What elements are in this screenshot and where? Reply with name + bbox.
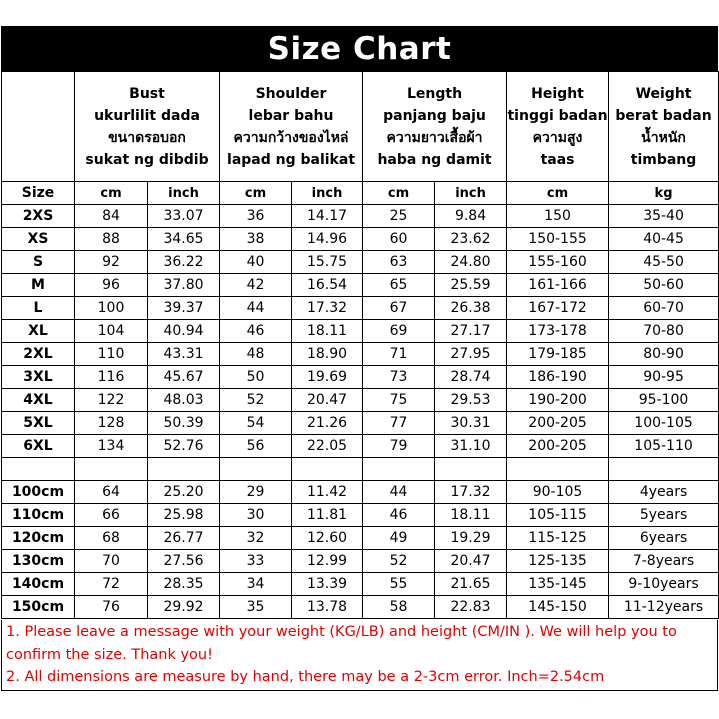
table-row [2, 251, 719, 274]
table-cell: 6years [609, 527, 719, 550]
table-cell: 52 [220, 389, 292, 412]
table-cell: 186-190 [507, 366, 609, 389]
size-label-cell: M [2, 274, 75, 297]
adult-sizes [2, 205, 719, 458]
table-cell: 19.29 [435, 527, 507, 550]
table-cell: 54 [220, 412, 292, 435]
unit-cell: cm [363, 182, 435, 205]
table-cell: 12.60 [292, 527, 363, 550]
table-cell: 75 [363, 389, 435, 412]
table-cell: 56 [220, 435, 292, 458]
table-row [2, 550, 719, 573]
table-cell: 49 [363, 527, 435, 550]
table-cell: 12.99 [292, 550, 363, 573]
table-cell: 33 [220, 550, 292, 573]
table-cell: 44 [363, 481, 435, 504]
table-cell: 105-115 [507, 504, 609, 527]
table-cell: 110 [75, 343, 148, 366]
size-label-cell: 120cm [2, 527, 75, 550]
table-cell: 21.26 [292, 412, 363, 435]
table-cell: 45-50 [609, 251, 719, 274]
size-label-cell: 4XL [2, 389, 75, 412]
size-label-cell: XL [2, 320, 75, 343]
table-cell: 46 [363, 504, 435, 527]
table-cell: 18.11 [435, 504, 507, 527]
table-cell: 63 [363, 251, 435, 274]
kids-sizes [2, 481, 719, 619]
table-row [2, 412, 719, 435]
table-cell: 73 [363, 366, 435, 389]
table-cell: 19.69 [292, 366, 363, 389]
height-label-tl: taas [540, 151, 575, 168]
shoulder-header [220, 72, 363, 182]
spacer-row [2, 458, 719, 481]
table-row [2, 320, 719, 343]
bust-label-en: Bust [129, 85, 165, 102]
size-label-cell: L [2, 297, 75, 320]
table-cell: 11.42 [292, 481, 363, 504]
size-label-cell: 6XL [2, 435, 75, 458]
bust-label-th: ขนาดรอบอก [108, 129, 186, 146]
empty-cell [363, 458, 435, 481]
table-row [2, 504, 719, 527]
notes [1, 620, 718, 691]
table-cell: 68 [75, 527, 148, 550]
table-cell: 100 [75, 297, 148, 320]
length-label-th: ความยาวเสื้อผ้า [386, 129, 483, 146]
weight-label-ms: berat badan [615, 107, 712, 124]
table-cell: 60-70 [609, 297, 719, 320]
note-line: 2. All dimensions are measure by hand, there may be a 2-3cm error. Inch=2.54cm [6, 669, 605, 685]
unit-cell: cm [220, 182, 292, 205]
shoulder-label-th: ความกว้างของไหล่ [233, 129, 349, 146]
height-label-th: ความสูง [532, 129, 583, 146]
table-cell: 90-95 [609, 366, 719, 389]
table-cell: 150 [507, 205, 609, 228]
table-cell: 43.31 [148, 343, 220, 366]
height-header [507, 72, 609, 182]
table-cell: 20.47 [435, 550, 507, 573]
size-label-cell: 140cm [2, 573, 75, 596]
table-cell: 105-110 [609, 435, 719, 458]
table-cell: 29 [220, 481, 292, 504]
table-cell: 31.10 [435, 435, 507, 458]
length-header [363, 72, 507, 182]
table-cell: 18.90 [292, 343, 363, 366]
length-label-ms: panjang baju [383, 107, 486, 124]
table-cell: 115-125 [507, 527, 609, 550]
table-cell: 23.62 [435, 228, 507, 251]
weight-label-th: น้ำหนัก [641, 129, 686, 146]
table-row [2, 274, 719, 297]
empty-cell [292, 458, 363, 481]
table-cell: 70-80 [609, 320, 719, 343]
table-cell: 72 [75, 573, 148, 596]
shoulder-label-tl: lapad ng balikat [227, 151, 356, 168]
table-cell: 48.03 [148, 389, 220, 412]
table-cell: 90-105 [507, 481, 609, 504]
table-cell: 150-155 [507, 228, 609, 251]
table-cell: 167-172 [507, 297, 609, 320]
table-cell: 52.76 [148, 435, 220, 458]
table-cell: 104 [75, 320, 148, 343]
table-cell: 38 [220, 228, 292, 251]
length-label-tl: haba ng damit [377, 151, 492, 168]
chart-title: Size Chart [1, 26, 718, 71]
table-cell: 18.11 [292, 320, 363, 343]
table-cell: 29.92 [148, 596, 220, 619]
table-cell: 155-160 [507, 251, 609, 274]
table-cell: 125-135 [507, 550, 609, 573]
table-cell: 92 [75, 251, 148, 274]
table-cell: 77 [363, 412, 435, 435]
table-cell: 50 [220, 366, 292, 389]
table-cell: 37.80 [148, 274, 220, 297]
table-cell: 58 [363, 596, 435, 619]
empty-cell [148, 458, 220, 481]
size-label-cell: 5XL [2, 412, 75, 435]
shoulder-label-en: Shoulder [255, 85, 327, 102]
table-cell: 45.67 [148, 366, 220, 389]
table-cell: 5years [609, 504, 719, 527]
table-row [2, 481, 719, 504]
table-cell: 95-100 [609, 389, 719, 412]
blank-header-cell [2, 72, 75, 182]
table-cell: 60 [363, 228, 435, 251]
table-cell: 71 [363, 343, 435, 366]
table-cell: 36.22 [148, 251, 220, 274]
table-cell: 34.65 [148, 228, 220, 251]
table-cell: 25.98 [148, 504, 220, 527]
table-cell: 40-45 [609, 228, 719, 251]
table-row [2, 596, 719, 619]
table-cell: 35 [220, 596, 292, 619]
unit-cell: kg [609, 182, 719, 205]
table-cell: 161-166 [507, 274, 609, 297]
table-cell: 21.65 [435, 573, 507, 596]
table-cell: 11.81 [292, 504, 363, 527]
table-cell: 30.31 [435, 412, 507, 435]
table-cell: 40 [220, 251, 292, 274]
table-cell: 190-200 [507, 389, 609, 412]
table-cell: 128 [75, 412, 148, 435]
table-cell: 27.17 [435, 320, 507, 343]
table-row [2, 228, 719, 251]
table-cell: 134 [75, 435, 148, 458]
table-cell: 17.32 [292, 297, 363, 320]
table-cell: 22.05 [292, 435, 363, 458]
table-cell: 70 [75, 550, 148, 573]
length-label-en: Length [406, 85, 463, 102]
size-label-cell: 110cm [2, 504, 75, 527]
table-row [2, 343, 719, 366]
table-cell: 15.75 [292, 251, 363, 274]
weight-label-tl: timbang [630, 151, 697, 168]
size-table [1, 71, 719, 619]
size-label-cell: 2XL [2, 343, 75, 366]
table-cell: 40.94 [148, 320, 220, 343]
table-cell: 16.54 [292, 274, 363, 297]
table-cell: 9-10years [609, 573, 719, 596]
table-cell: 69 [363, 320, 435, 343]
table-cell: 25 [363, 205, 435, 228]
table-cell: 79 [363, 435, 435, 458]
table-cell: 33.07 [148, 205, 220, 228]
table-cell: 27.56 [148, 550, 220, 573]
table-cell: 20.47 [292, 389, 363, 412]
table-cell: 66 [75, 504, 148, 527]
empty-cell [435, 458, 507, 481]
units-row [2, 182, 719, 205]
table-cell: 173-178 [507, 320, 609, 343]
size-label-cell: 100cm [2, 481, 75, 504]
table-cell: 179-185 [507, 343, 609, 366]
table-cell: 96 [75, 274, 148, 297]
empty-cell [220, 458, 292, 481]
table-cell: 25.20 [148, 481, 220, 504]
table-cell: 9.84 [435, 205, 507, 228]
table-cell: 35-40 [609, 205, 719, 228]
table-cell: 14.17 [292, 205, 363, 228]
bust-header [75, 72, 220, 182]
size-label-cell: S [2, 251, 75, 274]
table-row [2, 435, 719, 458]
height-label-en: Height [531, 85, 584, 102]
table-row [2, 573, 719, 596]
table-cell: 50-60 [609, 274, 719, 297]
table-cell: 200-205 [507, 412, 609, 435]
table-cell: 14.96 [292, 228, 363, 251]
table-cell: 28.35 [148, 573, 220, 596]
size-chart [1, 26, 718, 692]
table-cell: 88 [75, 228, 148, 251]
shoulder-label-ms: lebar bahu [248, 107, 334, 124]
size-label-cell: 150cm [2, 596, 75, 619]
table-cell: 200-205 [507, 435, 609, 458]
table-row [2, 527, 719, 550]
bust-label-ms: ukurlilit dada [94, 107, 200, 124]
table-cell: 50.39 [148, 412, 220, 435]
table-cell: 39.37 [148, 297, 220, 320]
size-label-cell: 3XL [2, 366, 75, 389]
table-cell: 24.80 [435, 251, 507, 274]
unit-cell: inch [435, 182, 507, 205]
height-label-ms: tinggi badan [507, 107, 608, 124]
table-cell: 27.95 [435, 343, 507, 366]
table-cell: 36 [220, 205, 292, 228]
empty-cell [2, 458, 75, 481]
table-cell: 29.53 [435, 389, 507, 412]
empty-cell [507, 458, 609, 481]
table-cell: 25.59 [435, 274, 507, 297]
table-cell: 64 [75, 481, 148, 504]
table-cell: 46 [220, 320, 292, 343]
table-cell: 76 [75, 596, 148, 619]
size-label-cell: 130cm [2, 550, 75, 573]
table-cell: 122 [75, 389, 148, 412]
table-cell: 48 [220, 343, 292, 366]
unit-cell: cm [75, 182, 148, 205]
size-label-cell: XS [2, 228, 75, 251]
table-cell: 26.77 [148, 527, 220, 550]
table-row [2, 297, 719, 320]
table-cell: 145-150 [507, 596, 609, 619]
table-cell: 7-8years [609, 550, 719, 573]
table-cell: 11-12years [609, 596, 719, 619]
table-cell: 100-105 [609, 412, 719, 435]
unit-cell: cm [507, 182, 609, 205]
table-cell: 30 [220, 504, 292, 527]
table-cell: 28.74 [435, 366, 507, 389]
spacer [2, 458, 719, 481]
table-cell: 84 [75, 205, 148, 228]
table-cell: 13.78 [292, 596, 363, 619]
table-cell: 13.39 [292, 573, 363, 596]
table-row [2, 366, 719, 389]
table-cell: 67 [363, 297, 435, 320]
table-cell: 55 [363, 573, 435, 596]
table-row [2, 205, 719, 228]
table-cell: 32 [220, 527, 292, 550]
table-row [2, 389, 719, 412]
table-cell: 116 [75, 366, 148, 389]
table-cell: 42 [220, 274, 292, 297]
unit-cell: inch [292, 182, 363, 205]
bust-label-tl: sukat ng dibdib [85, 151, 209, 168]
unit-cell: inch [148, 182, 220, 205]
table-cell: 65 [363, 274, 435, 297]
table-cell: 4years [609, 481, 719, 504]
table-cell: 135-145 [507, 573, 609, 596]
weight-label-en: Weight [635, 85, 692, 102]
table-cell: 26.38 [435, 297, 507, 320]
empty-cell [75, 458, 148, 481]
note-line: 1. Please leave a message with your weight (KG/LB) and height (CM/IN ). We will help you to confirm the size. Thank you! [6, 624, 677, 663]
table-cell: 44 [220, 297, 292, 320]
table-cell: 34 [220, 573, 292, 596]
table-cell: 80-90 [609, 343, 719, 366]
size-label-cell: 2XS [2, 205, 75, 228]
weight-header [609, 72, 719, 182]
empty-cell [609, 458, 719, 481]
table-cell: 22.83 [435, 596, 507, 619]
table-cell: 52 [363, 550, 435, 573]
size-column-header: Size [2, 182, 75, 205]
table-cell: 17.32 [435, 481, 507, 504]
